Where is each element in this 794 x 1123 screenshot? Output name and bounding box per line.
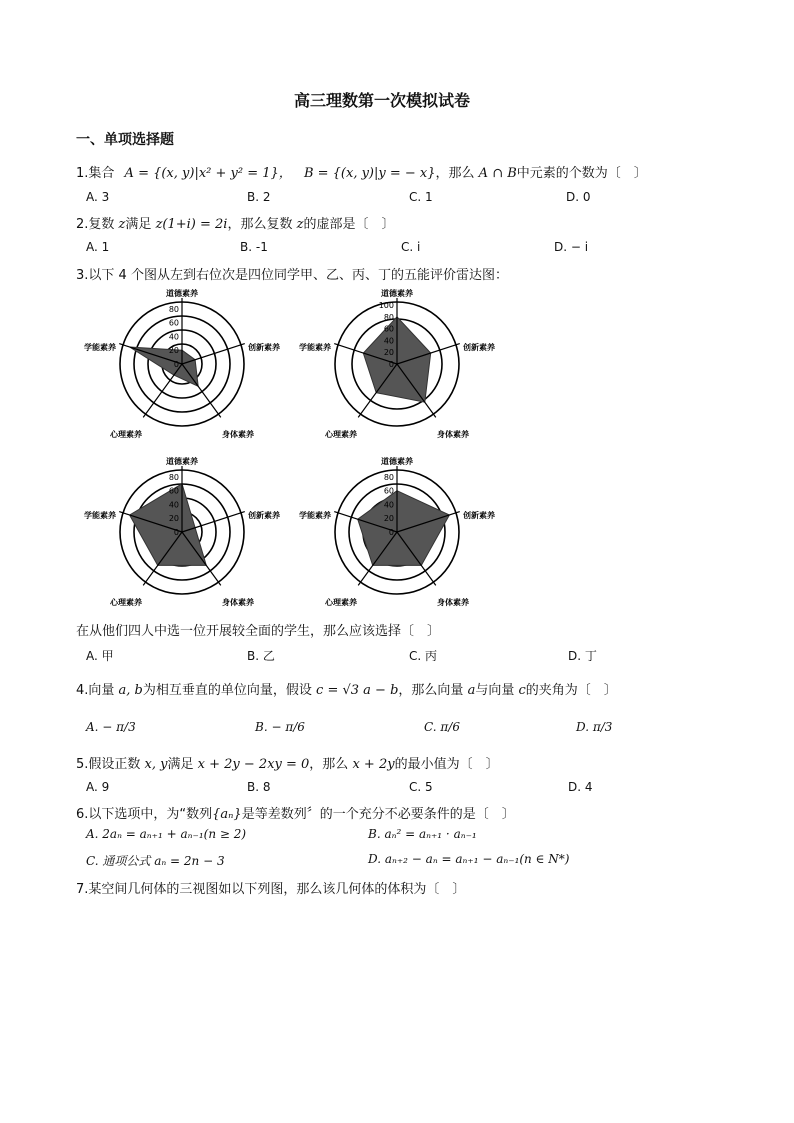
q5-option-a[interactable]: A. 9 — [86, 780, 110, 794]
radar-tick-label: 20 — [383, 348, 394, 358]
radar-tick-label: 0 — [173, 528, 179, 537]
radar-tick-label: 60 — [168, 318, 179, 328]
q3-ask: 在从他们四人中选一位开展较全面的学生，那么应该选择〔 〕 — [76, 624, 441, 639]
q5-vars: x, y — [144, 757, 168, 772]
radar-tick-label: 40 — [168, 500, 179, 510]
radar-polygon — [130, 484, 207, 566]
q3-option-d[interactable]: D. 丁 — [568, 649, 597, 663]
q4-option-b[interactable]: B. − π/6 — [255, 720, 305, 734]
radar-axis-label: 道德素养 — [381, 289, 413, 298]
radar-tick-label: 80 — [168, 472, 179, 482]
q2-pre: 2.复数 — [76, 217, 115, 232]
radar-polygon — [358, 491, 450, 566]
q6-pre: 6.以下选项中，为“数列 — [76, 807, 213, 822]
radar-chart-yi — [285, 280, 525, 445]
q2-t3: 的虚部是〔 〕 — [303, 217, 395, 232]
radar-axis-label: 心理素养 — [110, 430, 142, 439]
radar-axis-label: 身体素养 — [437, 430, 469, 439]
q4-t2: ，那么向量 — [398, 683, 464, 698]
q3-option-b[interactable]: B. 乙 — [247, 649, 275, 663]
q4-option-d[interactable]: D. π/3 — [576, 720, 613, 734]
q5-expr: x + 2y — [352, 757, 395, 772]
q1-option-b[interactable]: B. 2 — [247, 190, 271, 204]
radar-axis-label: 心理素养 — [325, 598, 357, 607]
radar-axis-label: 心理素养 — [325, 430, 357, 439]
q1-option-c[interactable]: C. 1 — [409, 190, 433, 204]
q3-option-a[interactable]: A. 甲 — [86, 649, 114, 663]
radar-axis-label: 创新素养 — [463, 511, 495, 520]
q4-t4: 的夹角为〔 〕 — [525, 683, 617, 698]
radar-polygon — [130, 347, 199, 386]
q4-pre: 4.向量 — [76, 683, 115, 698]
q5-t1: 满足 — [167, 757, 194, 772]
radar-axis-label: 创新素养 — [248, 343, 280, 352]
q6-t1: 是等差数列〞的一个充分不必要条件的是〔 〕 — [241, 807, 515, 822]
radar-tick-label: 40 — [383, 336, 394, 346]
radar-axis-label: 创新素养 — [463, 343, 495, 352]
q2-option-d[interactable]: D. − i — [554, 240, 589, 254]
question-6 — [76, 803, 515, 822]
radar-axis-label: 学能素养 — [299, 511, 331, 520]
radar-axis-label: 道德素养 — [166, 289, 198, 298]
q1-option-a[interactable]: A. 3 — [86, 190, 110, 204]
q6-option-a[interactable]: A. 2aₙ = aₙ₊₁ + aₙ₋₁(n ≥ 2) — [86, 827, 247, 841]
radar-tick-label: 0 — [173, 360, 179, 369]
radar-axis-label: 心理素养 — [110, 598, 142, 607]
q2-equation: z(1+i) = 2i — [155, 217, 228, 232]
q1-set-a: A = {(x, y)|x² + y² = 1}， — [124, 166, 292, 181]
question-1 — [76, 162, 647, 181]
radar-tick-label: 100 — [378, 300, 394, 310]
q1-set-b: B = {(x, y)|y = − x} — [303, 166, 436, 181]
radar-axis-label: 创新素养 — [248, 511, 280, 520]
q5-option-d[interactable]: D. 4 — [568, 780, 593, 794]
radar-tick-label: 80 — [168, 304, 179, 314]
radar-axis-label: 道德素养 — [381, 457, 413, 466]
q4-t1: 为相互垂直的单位向量，假设 — [142, 683, 312, 698]
radar-chart-jia — [70, 280, 310, 445]
q6-option-d[interactable]: D. aₙ₊₂ − aₙ = aₙ₊₁ − aₙ₋₁(n ∈ N*) — [368, 852, 570, 866]
q6-option-b[interactable]: B. aₙ² = aₙ₊₁ · aₙ₋₁ — [368, 827, 477, 841]
radar-axis-label: 身体素养 — [222, 598, 254, 607]
q5-t2: ，那么 — [309, 757, 349, 772]
q1-mid: ，那么 — [435, 166, 475, 181]
q4-vec-a: a — [467, 683, 476, 698]
q2-t1: 满足 — [125, 217, 152, 232]
q5-option-b[interactable]: B. 8 — [247, 780, 271, 794]
q1-post: 中元素的个数为〔 〕 — [516, 166, 647, 181]
question-7: 7.某空间几何体的三视图如以下列图，那么该几何体的体积为〔 〕 — [76, 882, 466, 897]
radar-tick-label: 20 — [168, 514, 179, 524]
q2-var-z2: z — [296, 217, 304, 232]
q5-equation: x + 2y − 2xy = 0 — [197, 757, 310, 772]
radar-chart-bing — [70, 448, 310, 613]
q2-option-c[interactable]: C. i — [401, 240, 421, 254]
q4-vectors: a, b — [118, 683, 143, 698]
radar-tick-label: 60 — [383, 324, 394, 334]
q1-pre: 1.集合 — [76, 166, 115, 181]
q2-t2: ，那么复数 — [227, 217, 293, 232]
q4-option-c[interactable]: C. π/6 — [424, 720, 460, 734]
radar-tick-label: 40 — [383, 500, 394, 510]
q4-option-a[interactable]: A. − π/3 — [86, 720, 136, 734]
radar-chart-ding — [285, 448, 525, 613]
radar-tick-label: 20 — [168, 346, 179, 356]
radar-axis-label: 身体素养 — [222, 430, 254, 439]
radar-axis-label: 学能素养 — [299, 343, 331, 352]
q5-option-c[interactable]: C. 5 — [409, 780, 433, 794]
q3-option-c[interactable]: C. 丙 — [409, 649, 438, 663]
radar-axis-label: 道德素养 — [166, 457, 198, 466]
page-title: 高三理数第一次模拟试卷 — [294, 91, 471, 110]
q1-intersection: A ∩ B — [478, 166, 517, 181]
question-5 — [76, 753, 499, 772]
q5-t3: 的最小值为〔 〕 — [394, 757, 499, 772]
radar-tick-label: 60 — [383, 486, 394, 496]
q4-t3: 与向量 — [475, 683, 515, 698]
radar-tick-label: 0 — [388, 528, 394, 537]
radar-tick-label: 60 — [168, 486, 179, 496]
question-2 — [76, 213, 395, 232]
radar-tick-label: 20 — [383, 514, 394, 524]
q2-var-z: z — [118, 217, 126, 232]
radar-axis-label: 学能素养 — [84, 511, 116, 520]
section-heading: 一、单项选择题 — [76, 132, 174, 148]
q4-c-def: c = √3 a − b — [316, 683, 399, 698]
q6-seq: {aₙ} — [212, 807, 242, 822]
question-3: 3.以下 4 个图从左到右位次是四位同学甲、乙、丙、丁的五能评价雷达图： — [76, 268, 508, 283]
q5-pre: 5.假设正数 — [76, 757, 141, 772]
radar-axis-label: 身体素养 — [437, 598, 469, 607]
radar-tick-label: 0 — [388, 360, 394, 369]
q1-option-d[interactable]: D. 0 — [566, 190, 591, 204]
radar-axis-label: 学能素养 — [84, 343, 116, 352]
q2-option-a[interactable]: A. 1 — [86, 240, 110, 254]
q6-option-c[interactable]: C. 通项公式 aₙ = 2n − 3 — [86, 854, 225, 868]
question-4 — [76, 679, 617, 698]
radar-tick-label: 80 — [383, 472, 394, 482]
radar-tick-label: 40 — [168, 332, 179, 342]
radar-tick-label: 80 — [383, 312, 394, 322]
q4-vec-c: c — [518, 683, 526, 698]
q2-option-b[interactable]: B. -1 — [240, 240, 268, 254]
